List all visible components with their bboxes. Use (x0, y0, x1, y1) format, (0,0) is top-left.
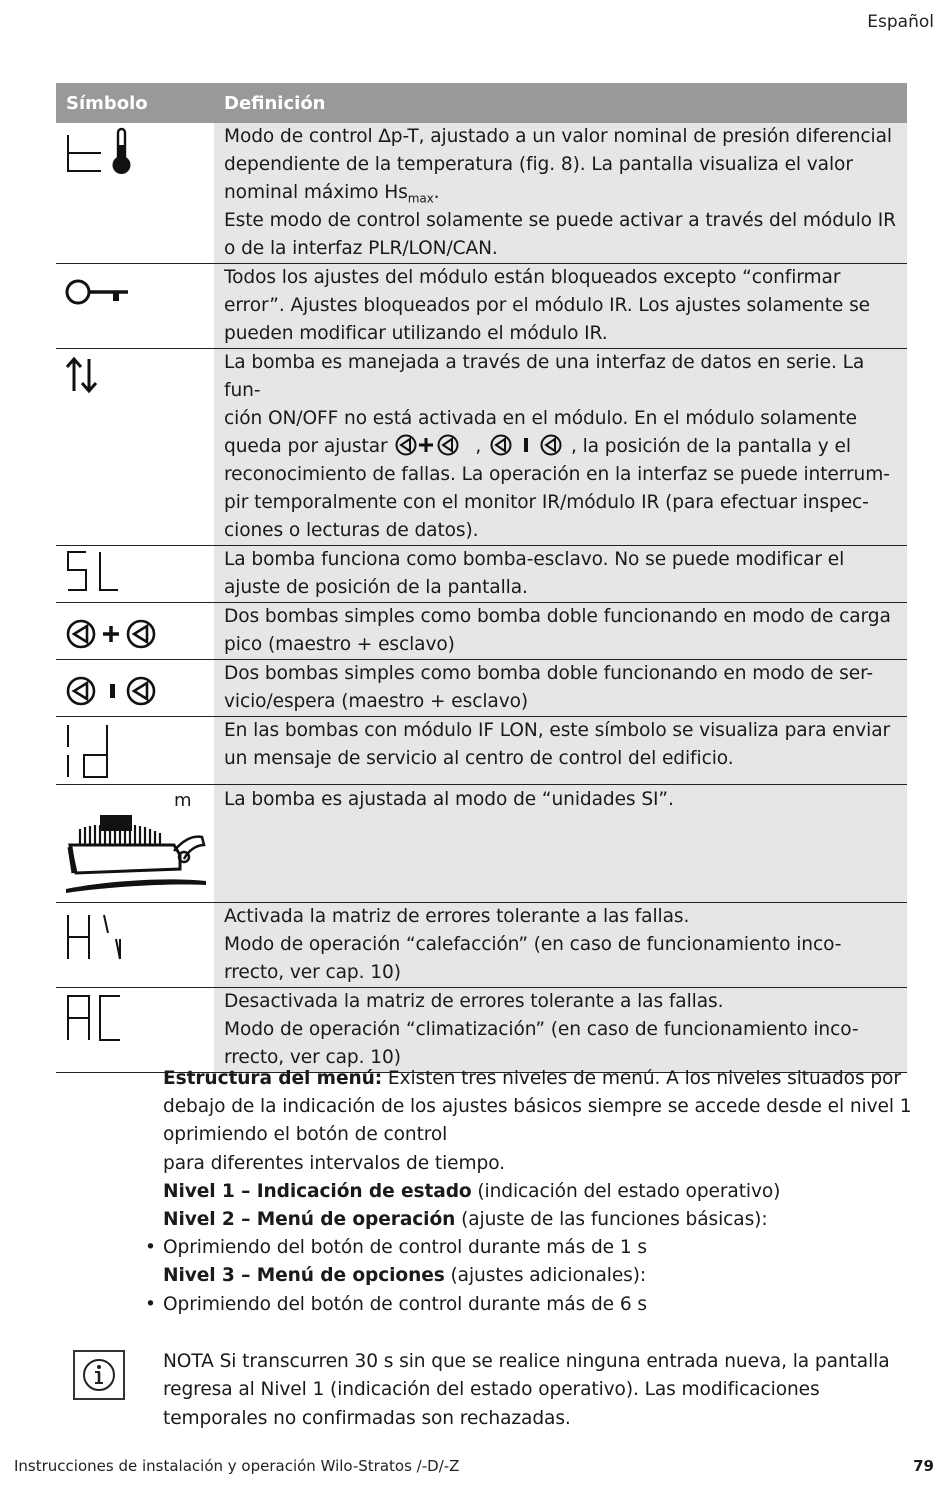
definition-line: En las bombas con módulo IF LON, este símbolo se visualiza para enviar (224, 720, 891, 741)
definition-line: La bomba es manejada a través de una interfaz de datos en serie. La fun- (224, 352, 865, 401)
table-row (56, 903, 907, 988)
subscript: max (407, 191, 434, 206)
definition-line: queda por ajustar , , la posición de la pantalla y el (224, 436, 851, 457)
pump-plus-pump-icon (56, 603, 214, 659)
definition-line: error”. Ajustes bloqueados por el módulo IR. Los ajustes solamente se (224, 295, 871, 316)
definition-cell (214, 546, 907, 603)
si-unit-label: m (174, 790, 192, 811)
definition-line: Desactivada la matriz de errores tolerante a las fallas. (224, 991, 724, 1012)
level-1-text: (indicación del estado operativo) (471, 1180, 781, 1202)
definition-cell (214, 264, 907, 349)
symbol-cell (56, 264, 214, 349)
definition-line: ajuste de posición de la pantalla. (224, 577, 528, 598)
definition-text: nominal máximo Hs (224, 182, 408, 203)
definition-cell (214, 717, 907, 785)
definition-line: rrecto, ver cap. 10) (224, 962, 401, 983)
definition-column-header: Definición (214, 83, 907, 123)
table-header-row (56, 83, 907, 123)
menu-intro-line: debajo de la indicación de los ajustes básicos siempre se accede desde el nivel 1 (163, 1096, 912, 1118)
definition-text: queda por ajustar (224, 436, 388, 457)
note-text (163, 1348, 913, 1433)
note-line: temporales no confirmadas son rechazadas. (163, 1407, 571, 1429)
level-3-heading: Nivel 3 – Menú de opciones (163, 1265, 445, 1287)
symbol-cell (56, 546, 214, 603)
menu-intro-line (163, 1065, 913, 1093)
symbol-table (56, 83, 907, 1073)
symbol-cell (56, 123, 214, 264)
definition-line: dependiente de la temperatura (fig. 8). La pantalla visualiza el valor (224, 154, 853, 175)
bullet-item: • Oprimiendo del botón de control durante más de 6 s (163, 1291, 913, 1319)
footer-title: Instrucciones de instalación y operación Wilo-Stratos /-D/-Z (14, 1457, 460, 1475)
definition-line: pico (maestro + esclavo) (224, 634, 455, 655)
definition-line: La bomba es ajustada al modo de “unidades SI”. (224, 789, 674, 810)
level-3-text: (ajustes adicionales): (444, 1265, 647, 1287)
info-icon (73, 1350, 125, 1400)
definition-line: Todos los ajustes del módulo están bloqueados excepto “confirmar (224, 267, 841, 288)
menu-level-2 (163, 1206, 913, 1234)
definition-line: ción ON/OFF no está activada en el módulo. En el módulo solamente (224, 408, 858, 429)
menu-intro-text: Existen tres niveles de menú. A los niveles situados por (382, 1068, 901, 1089)
table-row (56, 264, 907, 349)
pump-bar-pump-icon (56, 660, 214, 716)
table-row (56, 603, 907, 660)
symbol-cell (56, 603, 214, 660)
hv-segment-icon (56, 903, 214, 987)
definition-line: un mensaje de servicio al centro de control del edificio. (224, 748, 734, 769)
definition-line: Activada la matriz de errores tolerante a las fallas. (224, 906, 690, 927)
key-lock-icon (56, 264, 214, 348)
definition-line: Modo de operación “calefacción” (en caso de funcionamiento inco- (224, 934, 842, 955)
definition-line: rrecto, ver cap. 10) (224, 1047, 401, 1068)
menu-intro-heading: Estructura del menú: (163, 1068, 383, 1089)
definition-line: ciones o lecturas de datos). (224, 520, 479, 541)
definition-line: Modo de control ∆p-T, ajustado a un valor nominal de presión diferencial (224, 126, 892, 147)
definition-line: Este modo de control solamente se puede activar a través del módulo IR (224, 210, 896, 231)
table-row (56, 349, 907, 546)
definition-line: pir temporalmente con el monitor IR/módulo IR (para efectuar inspec- (224, 492, 869, 513)
symbol-cell (56, 349, 214, 546)
note-line: regresa al Nivel 1 (indicación del estado operativo). Las modificaciones (163, 1379, 820, 1401)
menu-intro-line: oprimiendo el botón de control (163, 1124, 448, 1146)
definition-line: Dos bombas simples como bomba doble funcionando en modo de carga (224, 606, 891, 627)
symbol-cell (56, 988, 214, 1073)
definition-line: Dos bombas simples como bomba doble funcionando en modo de ser- (224, 663, 874, 684)
symbol-cell (56, 660, 214, 717)
page-number: 79 (913, 1457, 934, 1475)
level-2-text: (ajuste de las funciones básicas): (455, 1209, 768, 1231)
definition-cell (214, 785, 907, 903)
definition-text: , la posición de la pantalla y el (570, 436, 851, 457)
definition-cell (214, 603, 907, 660)
definition-cell (214, 123, 907, 264)
definition-line: reconocimiento de fallas. La operación en la interfaz se puede interrum- (224, 464, 890, 485)
delta-p-t-thermometer-icon (56, 123, 214, 263)
bullet-item: • Oprimiendo del botón de control durante más de 1 s (163, 1234, 913, 1262)
id-segment-icon (56, 717, 214, 784)
symbol-cell (56, 903, 214, 988)
pump-bar-pump-inline-icon (487, 434, 571, 456)
menu-level-1 (163, 1178, 913, 1206)
definition-text: . (433, 182, 440, 203)
definition-cell (214, 349, 907, 546)
ac-segment-icon (56, 988, 214, 1072)
level-1-heading: Nivel 1 – Indicación de estado (163, 1180, 472, 1202)
definition-cell (214, 988, 907, 1073)
pump-plus-pump-inline-icon (393, 434, 475, 456)
definition-cell (214, 660, 907, 717)
menu-level-3 (163, 1262, 913, 1290)
symbol-cell (56, 785, 214, 903)
menu-intro-line: para diferentes intervalos de tiempo. (163, 1152, 505, 1174)
definition-line: o de la interfaz PLR/LON/CAN. (224, 238, 498, 259)
note-line: NOTA Si transcurren 30 s sin que se realice ninguna entrada nueva, la pantalla (163, 1351, 890, 1372)
table-row (56, 660, 907, 717)
definition-line (224, 179, 899, 207)
definition-line: pueden modificar utilizando el módulo IR. (224, 323, 608, 344)
language-label: Español (867, 12, 934, 32)
symbol-column-header: Símbolo (56, 83, 214, 123)
table-row (56, 988, 907, 1073)
slave-sl-icon (56, 546, 214, 602)
definition-line: La bomba funciona como bomba-esclavo. No se puede modificar el (224, 549, 845, 570)
level-2-heading: Nivel 2 – Menú de operación (163, 1209, 456, 1231)
definition-cell (214, 903, 907, 988)
menu-structure-section (163, 1065, 913, 1319)
symbol-cell (56, 717, 214, 785)
table-row (56, 785, 907, 903)
table-row (56, 546, 907, 603)
table-row (56, 123, 907, 264)
definition-line: Modo de operación “climatización” (en caso de funcionamiento inco- (224, 1019, 859, 1040)
serial-interface-arrows-icon (56, 349, 214, 517)
definition-line: vicio/espera (maestro + esclavo) (224, 691, 529, 712)
table-row (56, 717, 907, 785)
